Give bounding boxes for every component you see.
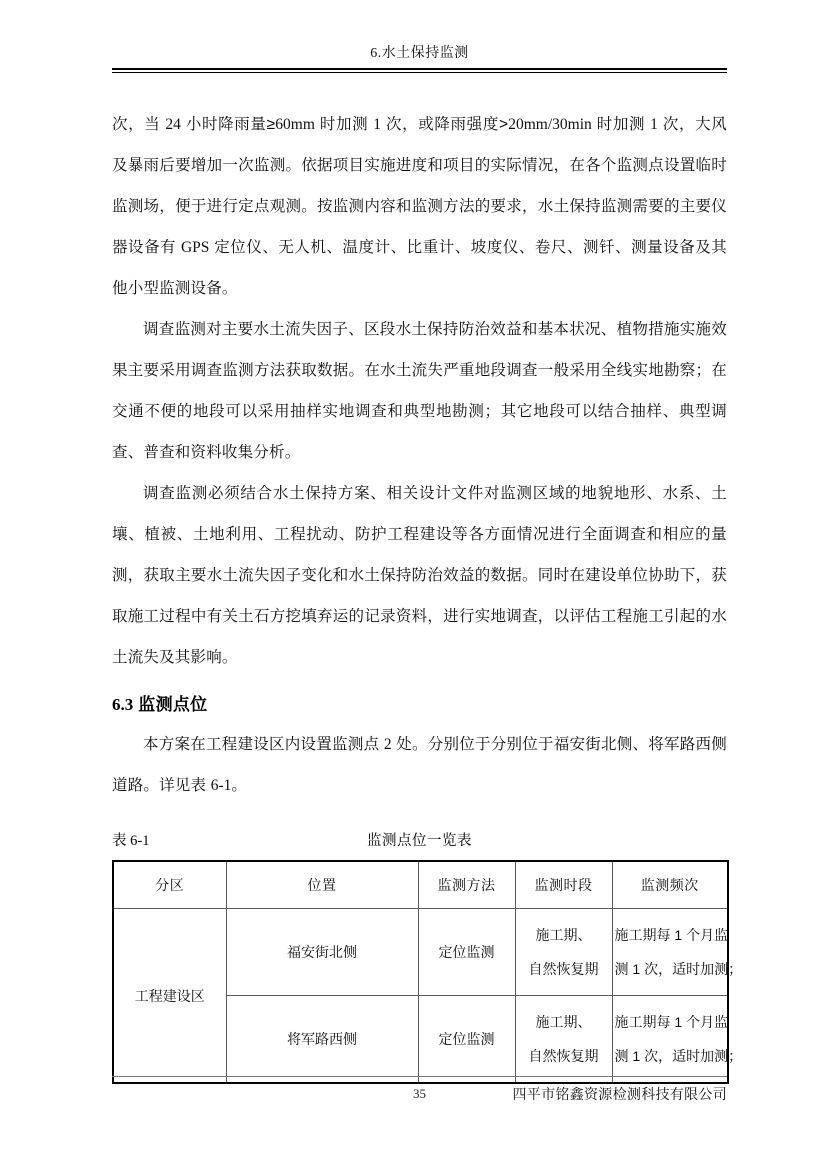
period-lines: 施工期、 自然恢复期 bbox=[528, 927, 599, 977]
page-footer bbox=[112, 1076, 727, 1109]
table-row bbox=[113, 909, 728, 996]
paragraph-monitoring-frequency: 次，当 24 小时降雨量≥60mm 时加测 1 次，或降雨强度>20mm/30min 时加测 1 次，大风及暴雨后要增加一次监测。依据项目实施进度和项目的实际情况，在各个监测点设置临时监测场，便于进行定点观测。按监测内容和监测方法的要求，水土保持监测需要的主要仪器设备有 GPS 定位仪、无人机、温度计、比重计、坡度仪、卷尺、测钎、测量设备及其他小型监测设备。 bbox=[112, 116, 727, 297]
table-cell-frequency bbox=[612, 996, 743, 1084]
paragraph-survey-scope: 调查监测必须结合水土保持方案、相关设计文件对监测区域的地貌地形、水系、土壤、植被、土地利用、工程扰动、防护工程建设等各方面情况进行全面调查和相应的量测，获取主要水土流失因子变化和水土保持防治效益的数据。同时在建设单位协助下，获取施工过程中有关土石方挖填弃运的记录资料，进行实地调查，以评估工程施工引起的水土流失及其影响。 bbox=[112, 485, 727, 666]
table-caption bbox=[112, 828, 727, 854]
frequency-lines: 施工期每 1 个月监 测 1 次，适时加测； bbox=[614, 927, 743, 977]
table-header-frequency: 监测频次 bbox=[612, 861, 728, 909]
table-cell-location: 福安街北侧 bbox=[226, 909, 418, 996]
table-caption-number: 表 6-1 bbox=[112, 833, 150, 849]
footer-row bbox=[112, 1083, 727, 1109]
monitoring-points-table bbox=[112, 860, 743, 1084]
page-header bbox=[112, 44, 727, 73]
table-cell-zone: 工程建设区 bbox=[113, 909, 226, 1084]
table-cell-frequency bbox=[612, 909, 743, 996]
paragraph-survey-methods: 调查监测对主要水土流失因子、区段水土保持防治效益和基本状况、植物措施实施效果主要采用调查监测方法获取数据。在水土流失严重地段调查一般采用全线实地勘察；在交通不便的地段可以采用抽样实地调查和典型地勘测；其它地段可以结合抽样、典型调查、普查和资料收集分析。 bbox=[112, 321, 727, 461]
table-header-row bbox=[113, 861, 728, 909]
section-number: 6.3 bbox=[112, 695, 134, 714]
table-header-period: 监测时段 bbox=[515, 861, 612, 909]
table-cell-period bbox=[515, 909, 612, 996]
paragraph-monitoring-points: 本方案在工程建设区内设置监测点 2 处。分别位于分别位于福安街北侧、将军路西侧道路。详见表 6-1。 bbox=[112, 736, 727, 794]
footer-rule bbox=[112, 1076, 727, 1077]
table-header-zone: 分区 bbox=[113, 861, 226, 909]
frequency-lines: 施工期每 1 个月监 测 1 次，适时加测； bbox=[614, 1014, 743, 1064]
table-header-location: 位置 bbox=[226, 861, 418, 909]
period-lines: 施工期、 自然恢复期 bbox=[528, 1014, 599, 1064]
table-cell-location: 将军路西侧 bbox=[226, 996, 418, 1084]
header-title: 6.水土保持监测 bbox=[370, 46, 469, 61]
section-title: 监测点位 bbox=[138, 695, 208, 714]
table-cell-method: 定位监测 bbox=[418, 909, 515, 996]
section-heading-6-3 bbox=[112, 686, 727, 724]
header-rule bbox=[112, 68, 727, 73]
table-cell-method: 定位监测 bbox=[418, 996, 515, 1084]
table-caption-title: 监测点位一览表 bbox=[367, 833, 472, 849]
footer-company-name: 四平市铭鑫资源检测科技有限公司 bbox=[512, 1086, 727, 1102]
page-content bbox=[112, 104, 743, 1084]
table-header-method: 监测方法 bbox=[418, 861, 515, 909]
page-number: 35 bbox=[413, 1086, 426, 1101]
table-cell-period bbox=[515, 996, 612, 1084]
